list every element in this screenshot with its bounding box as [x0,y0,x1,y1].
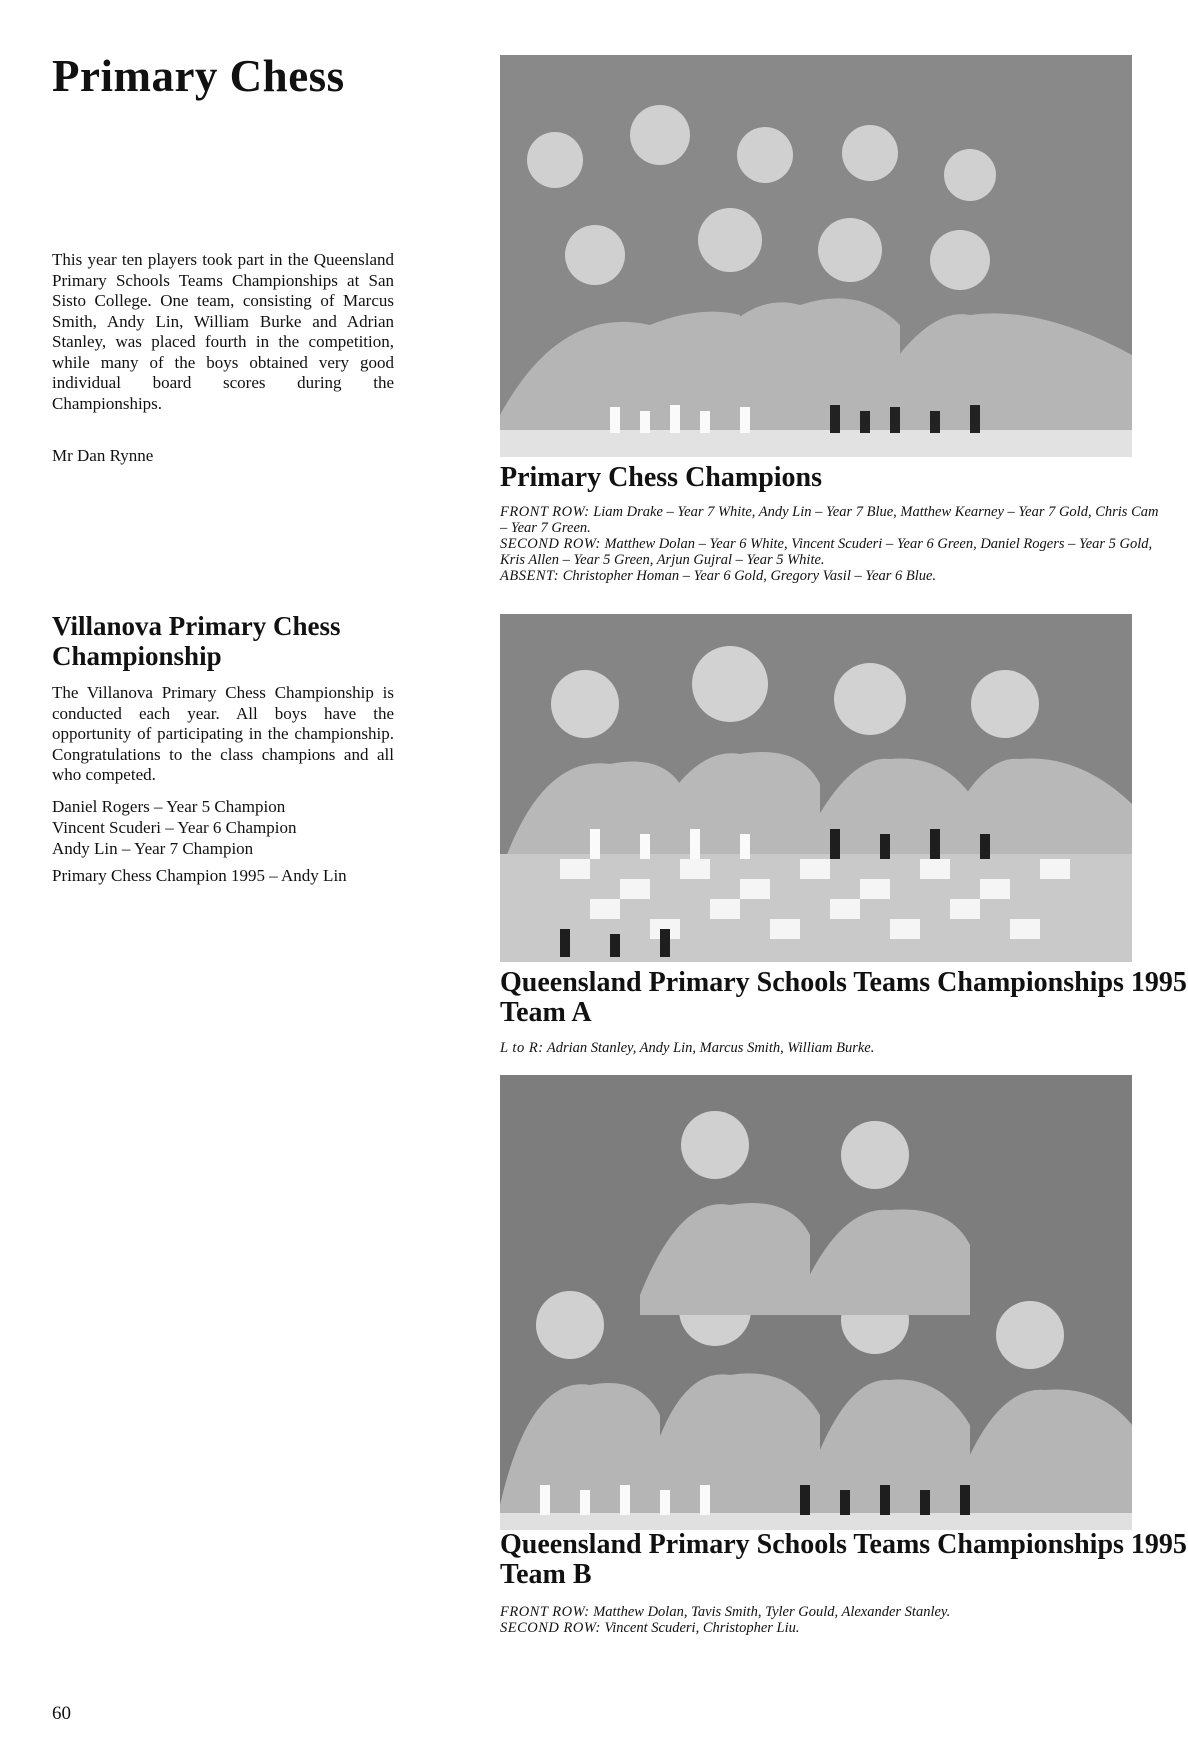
team-b-caption-title: Queensland Primary Schools Teams Championships 1995 Team B [500,1529,1187,1590]
row-text: Christopher Homan – Year 6 Gold, Gregory Vasil – Year 6 Blue. [562,568,937,584]
row-label: ABSENT: [500,568,560,584]
team-a-caption-title: Queensland Primary Schools Teams Championships 1995 Team A [500,967,1187,1028]
champion-line: Andy Lin – Year 7 Champion [52,839,254,858]
champions-caption [500,504,1160,584]
caption-row [500,568,1160,584]
caption-row [500,504,1160,536]
champion-line: Daniel Rogers – Year 5 Champion [52,797,286,816]
caption-row [500,1620,1160,1636]
team-a-caption [500,1040,1160,1056]
champion-line: Vincent Scuderi – Year 6 Champion [52,818,297,837]
champions-photo [500,55,1132,457]
row-text: Matthew Dolan – Year 6 White, Vincent Scuderi – Year 6 Green, Daniel Rogers – Year 5 Gold, Kris Allen – Year 5 Green, Arjun Gujral – Year 5 White. [500,536,1153,568]
row-label: FRONT ROW: [500,1604,590,1620]
villanova-paragraph: The Villanova Primary Chess Championship is conducted each year. All boys have the opportunity of participating in the championship. Congratulations to the class champions and all who competed. [52,683,394,784]
row-label: SECOND ROW: [500,1620,601,1636]
page-number: 60 [52,1703,71,1724]
overall-champion: Primary Chess Champion 1995 – Andy Lin [52,866,347,885]
row-text: Matthew Dolan, Tavis Smith, Tyler Gould, Alexander Stanley. [593,1604,951,1620]
team-b-caption [500,1604,1160,1636]
caption-row [500,1040,1160,1056]
caption-row [500,536,1160,568]
row-text: Vincent Scuderi, Christopher Liu. [604,1620,800,1636]
team-a-photo [500,614,1132,962]
champions-caption-title: Primary Chess Champions [500,462,823,493]
row-label: SECOND ROW: [500,536,601,552]
row-label: FRONT ROW: [500,504,590,520]
villanova-heading: Villanova Primary Chess Championship [52,611,341,671]
intro-paragraph: This year ten players took part in the Queensland Primary Schools Teams Championships at San Sisto College. One team, consisting of Marcus Smith, Andy Lin, William Burke and Adrian Stanley, was placed fourth in the competition, while many of the boys obtained very good individual board scores during the Championships. [52,250,394,413]
row-label: L to R: [500,1040,544,1056]
author-signature: Mr Dan Rynne [52,446,154,465]
class-champions-list [52,796,297,859]
row-text: Liam Drake – Year 7 White, Andy Lin – Year 7 Blue, Matthew Kearney – Year 7 Gold, Chris Cam – Year 7 Green. [500,504,1159,536]
team-b-photo [500,1075,1132,1530]
caption-row [500,1604,1160,1620]
page-title: Primary Chess [52,51,345,101]
row-text: Adrian Stanley, Andy Lin, Marcus Smith, William Burke. [546,1040,875,1056]
